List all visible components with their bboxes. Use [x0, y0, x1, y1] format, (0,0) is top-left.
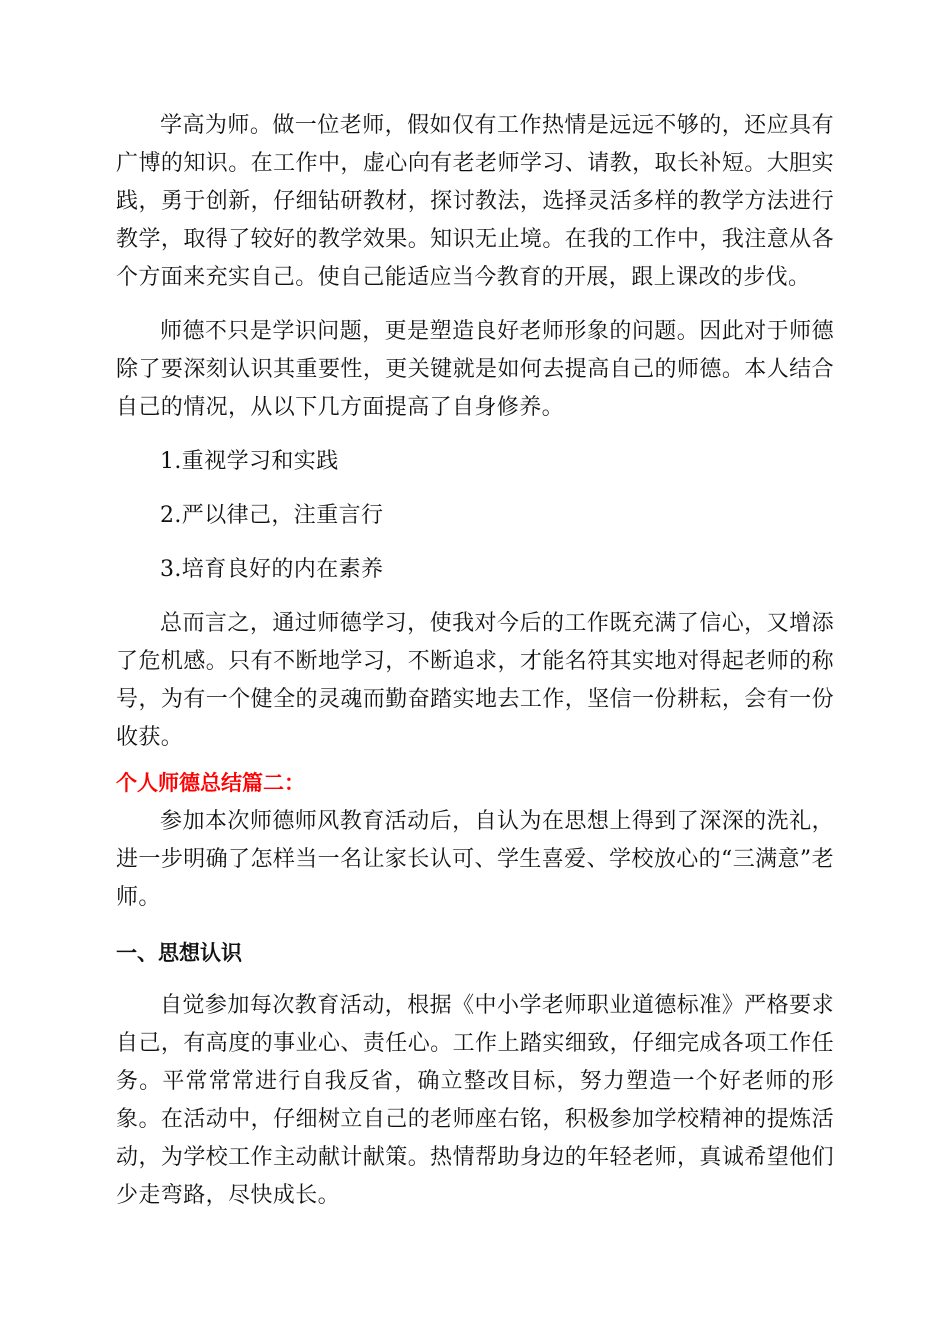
list-item: 1.重视学习和实践 — [160, 449, 339, 474]
paragraph-conclusion: 总而言之，通过师德学习，使我对今后的工作既充满了信心，又增添了危机感。只有不断地学习，不断追求，才能名符其实地对得起老师的称号，为有一个健全的灵魂而勤奋踏实地去工作，坚信一份耕耘，会有一份收获。 — [116, 611, 834, 750]
list-item: 3.培育良好的内在素养 — [160, 557, 384, 582]
paragraph-thought-detail: 自觉参加每次教育活动，根据《中小学老师职业道德标准》严格要求自己，有高度的事业心、责任心。工作上踏实细致，仔细完成各项工作任务。平常常常进行自我反省，确立整改目标，努力塑造一个好老师的形象。在活动中，仔细树立自己的老师座右铭，积极参加学校精神的提炼活动，为学校工作主动献计献策。热情帮助身边的年轻老师，真诚希望他们少走弯路，尽快成长。 — [116, 993, 834, 1208]
section-heading-thought: 一、思想认识 — [116, 941, 242, 965]
paragraph-teacher-ethics: 师德不只是学识问题，更是塑造良好老师形象的问题。因此对于师德除了要深刻认识其重要性，更关键就是如何去提高自己的师德。本人结合自己的情况，从以下几方面提高了自身修养。 — [116, 319, 834, 420]
paragraph-activity-reflection: 参加本次师德师风教育活动后，自认为在思想上得到了深深的洗礼，进一步明确了怎样当一名让家长认可、学生喜爱、学校放心的“三满意”老师。 — [116, 809, 834, 910]
document-page — [116, 107, 834, 1215]
article-two-heading: 个人师德总结篇二： — [116, 771, 305, 795]
list-item: 2.严以律己，注重言行 — [160, 503, 384, 528]
paragraph-learning: 学高为师。做一位老师，假如仅有工作热情是远远不够的，还应具有广博的知识。在工作中，虚心向有老老师学习、请教，取长补短。大胆实践，勇于创新，仔细钻研教材，探讨教法，选择灵活多样的教学方法进行教学，取得了较好的教学效果。知识无止境。在我的工作中，我注意从各个方面来充实自己。使自己能适应当今教育的开展，跟上课改的步伐。 — [116, 113, 834, 290]
